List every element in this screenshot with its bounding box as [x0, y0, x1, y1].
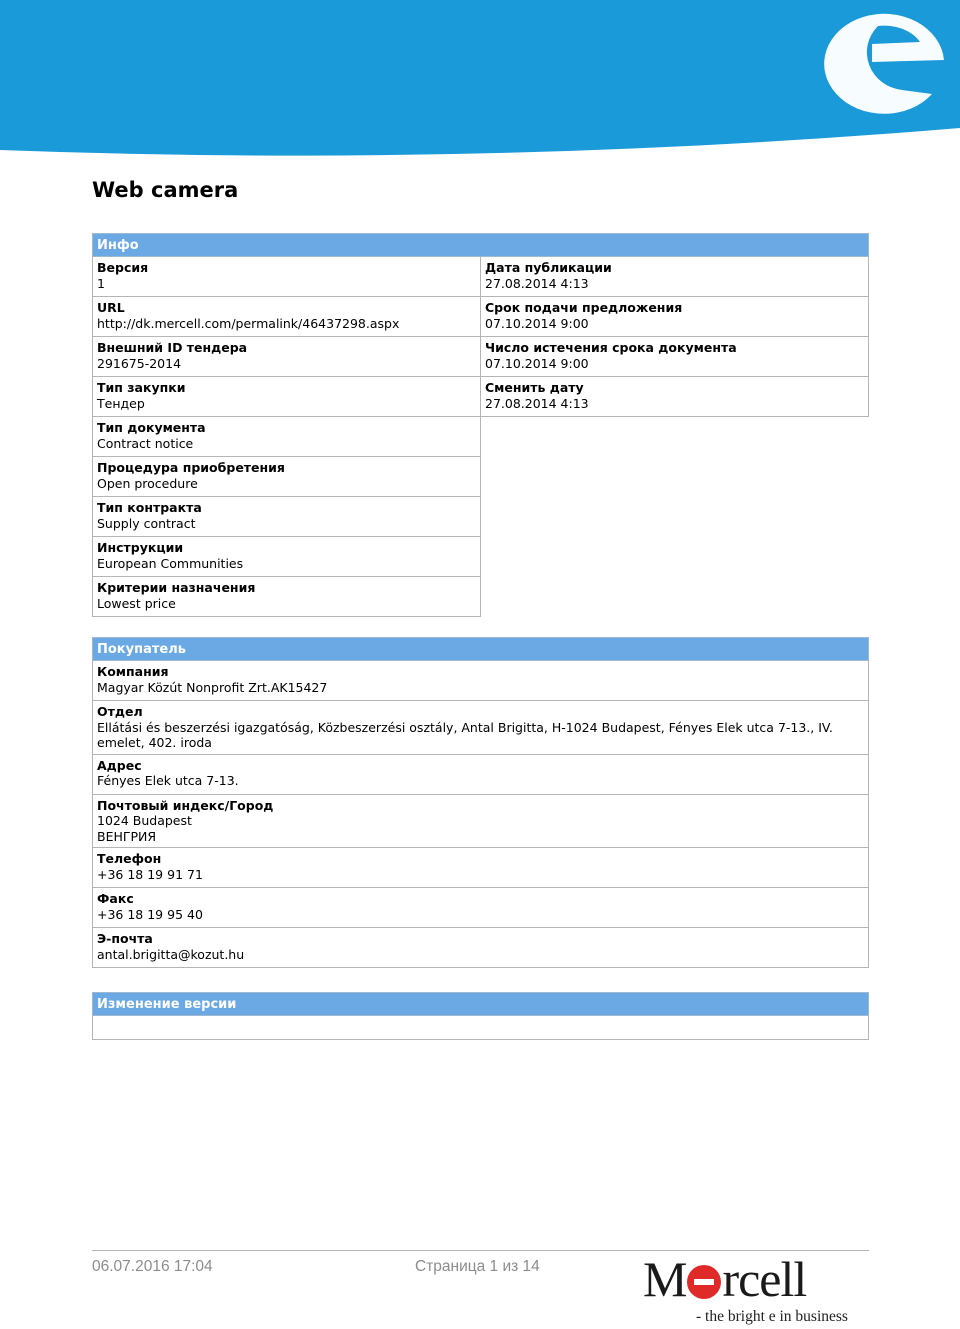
info-field [92, 297, 481, 337]
email-link[interactable]: antal.brigitta@kozut.hu [97, 946, 245, 962]
logo-text-post: rcell [722, 1251, 807, 1307]
buyer-field [92, 888, 869, 928]
buyer-field [92, 928, 869, 968]
field-label: Тип закупки [97, 380, 186, 395]
field-label: Отдел [97, 704, 143, 719]
field-label: Дата публикации [485, 260, 612, 275]
buyer-field [92, 701, 869, 755]
info-heading: Инфо [92, 233, 869, 257]
info-field [92, 257, 481, 297]
field-label: Компания [97, 664, 169, 679]
logo-wordmark [643, 1252, 806, 1306]
info-field [481, 377, 869, 417]
field-label: Адрес [97, 757, 142, 773]
field-label: Внешний ID тендера [97, 340, 248, 355]
logo-text-pre: M [643, 1251, 687, 1307]
field-value: Supply contract [97, 515, 196, 531]
info-left-column [92, 257, 481, 617]
field-label: Факс [97, 891, 134, 906]
field-value: Тендер [97, 395, 145, 411]
header-banner [0, 0, 960, 165]
field-label: Э-почта [97, 931, 153, 946]
field-label: Инструкции [97, 540, 184, 555]
field-value: 27.08.2014 4:13 [485, 395, 589, 411]
field-value: Lowest price [97, 595, 176, 611]
document-title: Web camera [92, 178, 239, 202]
info-field [92, 377, 481, 417]
field-label: Тип контракта [97, 500, 202, 515]
field-label: Телефон [97, 851, 162, 866]
field-value: +36 18 19 91 71 [97, 866, 203, 882]
buyer-field [92, 755, 869, 795]
field-value: 27.08.2014 4:13 [485, 275, 589, 291]
buyer-heading: Покупатель [92, 637, 869, 661]
field-value: 1024 Budapest ВЕНГРИЯ [97, 813, 192, 844]
logo-tagline: - the bright e in business [696, 1308, 848, 1325]
info-field [481, 297, 869, 337]
field-label: Критерии назначения [97, 580, 256, 595]
version-change-empty-row [92, 1016, 869, 1040]
field-label: URL [97, 300, 125, 315]
info-field [92, 577, 481, 617]
field-value: Contract notice [97, 435, 194, 451]
version-change-section [92, 992, 869, 1040]
info-field [92, 537, 481, 577]
field-value: European Communities [97, 555, 244, 571]
info-field [481, 337, 869, 377]
logo-e-icon [687, 1265, 721, 1299]
field-value: Open procedure [97, 475, 198, 491]
field-value: 291675-2014 [97, 355, 182, 371]
field-value: +36 18 19 95 40 [97, 906, 203, 922]
buyer-field [92, 848, 869, 888]
field-value: 1 [97, 275, 105, 291]
field-label: Версия [97, 260, 149, 275]
buyer-section [92, 637, 869, 968]
info-field [92, 417, 481, 457]
field-label: Тип документа [97, 420, 206, 435]
field-label: Число истечения срока документа [485, 340, 737, 355]
field-label: Почтовый индекс/Город [97, 797, 274, 813]
info-field [92, 337, 481, 377]
info-section [92, 233, 869, 617]
field-label: Срок подачи предложения [485, 300, 683, 315]
field-value: 07.10.2014 9:00 [485, 355, 589, 371]
info-field [92, 457, 481, 497]
footer-page-number: Страница 1 из 14 [415, 1258, 540, 1275]
info-right-column [481, 257, 869, 617]
footer-date: 06.07.2016 17:04 [92, 1258, 213, 1275]
field-value: 07.10.2014 9:00 [485, 315, 589, 331]
field-label: Процедура приобретения [97, 460, 285, 475]
buyer-field [92, 661, 869, 701]
field-value: Fényes Elek utca 7-13. [97, 773, 239, 788]
version-change-heading: Изменение версии [92, 992, 869, 1016]
field-label: Сменить дату [485, 380, 584, 395]
field-value: Magyar Közút Nonprofit Zrt.AK15427 [97, 679, 328, 695]
url-link[interactable]: http://dk.mercell.com/permalink/46437298.aspx [97, 315, 400, 331]
info-field [481, 257, 869, 297]
mercell-logo [643, 1252, 873, 1328]
buyer-field [92, 795, 869, 849]
field-value: Ellátási és beszerzési igazgatóság, Közbeszerzési osztály, Antal Brigitta, H-1024 Budapest, Fényes Elek utca 7-13., IV. emelet, 402. iroda [97, 719, 833, 750]
info-field [92, 497, 481, 537]
